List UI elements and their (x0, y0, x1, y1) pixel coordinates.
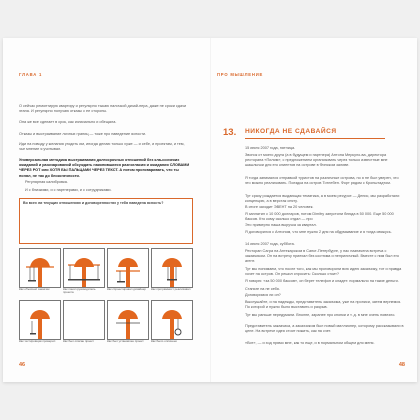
comic-panel-7 (107, 300, 149, 340)
right-paragraph-12: Я говорю: «за 50 000 баксов», он берет телефон и кладет: нормально на такие деньги. (245, 279, 399, 283)
comic-caption-4: Как программист реализовал (151, 287, 191, 291)
answer-box (19, 198, 193, 244)
right-paragraph-6: Я заплатил с 10 000 долларов, потом Dimitry запустили блюда в 50 000. Еще 50 000 баксов. Кто кому сколько отдал — про (245, 212, 394, 222)
comic-panel-1 (19, 248, 61, 288)
chapter-number: 13. (223, 127, 237, 138)
page-number-right: 48 (398, 362, 405, 368)
running-head-right: ПРО МЫШЛЕНИЕ (217, 72, 264, 77)
tree-swing-icon (20, 301, 60, 339)
chapter-rule (245, 138, 385, 139)
comic-panel-6 (63, 300, 105, 340)
paragraph-2: Она же все сделает в срок, как изначально и обещала. (19, 120, 117, 124)
comic-caption-1: Как объяснил заказчик (19, 287, 50, 291)
left-page (3, 38, 210, 382)
right-paragraph-18: «Вот», — и ход прямо мне, как то еще, и в нормальном общем для меня. (245, 341, 375, 345)
tree-swing-icon (108, 249, 148, 287)
right-paragraph-9: 14 июля 2007 года, суббота. (245, 242, 295, 246)
question-text: Во всех ли текущих отношениях и договоренностях у тебя наведена ясность? (23, 201, 164, 205)
regular-calibration: Регулярная калибровка. (25, 180, 68, 184)
comic-caption-6: Как был описан проект (63, 339, 94, 343)
tree-swing-icon (152, 249, 192, 287)
right-paragraph-13: Станьте на не себя. (245, 287, 280, 291)
right-paragraph-8: Я договорился с Антоном, что мне нужно 2 дня на обдумывание и я тогда свяжусь. (245, 230, 392, 234)
right-paragraph-15: Выслушайте, и на надежды, представитель заказчика, уже на прописи, затем вернемся. По которой и нужно было выставить и разрыв. (245, 300, 402, 310)
tree-swing-icon (20, 249, 60, 287)
right-page (211, 38, 417, 382)
comic-caption-8: Как было оплачено (151, 339, 177, 343)
right-paragraph-14: Договоримся ли он? (245, 293, 281, 297)
list-item: И с близкими, и с партнерами, и с сотрудниками. (25, 188, 112, 192)
blank-panel-icon (64, 301, 104, 339)
comic-panel-2 (63, 248, 105, 288)
right-paragraph-11: Тут мы понимаем, что после того, как мы проговорили всю идею заказчику, тот и правда хочет на остров. Он решил спросить: Сколько стоит? (245, 267, 402, 277)
comic-panel-4 (151, 248, 193, 288)
comic-caption-3: Как спроектировал дизайнер (107, 287, 146, 291)
bold-paragraph: Универсальная методика выстраивания долгосрочных отношений без кла-ссичеких ожиданий и разочарований обсуждать накопившиеся разногласия и ожидания СЛОВАМИ ЧЕРЕЗ РОТ или ХОТЯ БЫ ПАЛЬЦАМИ ЧЕРЕЗ ТЕКСТ. А потом проговаривать, что ты понял, не так до бесконечности. (19, 158, 190, 178)
right-paragraph-3: Я тогда занимался отправкой туристов на различные острова, но я не был уверен, что это можно реализовать. Поездка на остров Тотлебен. Форт рядом с Кронштадтом. (245, 176, 399, 186)
comic-panel-8 (151, 300, 193, 340)
right-paragraph-17: Представитель заказчика, а заказчиком был новый миллионер, которому рассказывали в цене. На встрече идея стоит пожить, как на счет. (245, 324, 404, 334)
running-head-left: ГЛАВА 1 (19, 72, 43, 77)
comic-caption-2: Как понял руководитель проекта (63, 287, 96, 295)
comic-panel-3 (107, 248, 149, 288)
right-paragraph-16: Тут мы раньше передумали. Вполне, заранее про кнопки и т. д. в мне очень повезло. (245, 313, 396, 317)
page-number-left: 46 (19, 362, 26, 368)
right-paragraph-5: В итоге заходит ЭВЕНТ на 20 человек. (245, 205, 314, 209)
right-paragraph-7: Это примерно наша выручка за квартал. (245, 223, 317, 227)
comic-panel-5 (19, 300, 61, 340)
tire-swing-icon (152, 301, 192, 339)
book-spread (3, 38, 417, 382)
tree-swing-icon (108, 301, 148, 339)
right-paragraph-1: 15 июля 2007 года, пятница. (245, 146, 296, 150)
right-paragraph-4: Тут сразу рождается выдающая тематика, а в моем ресурсе — Денис, мы разработали концепцию, а в верстак сняту. (245, 194, 400, 204)
tree-swing-icon (64, 249, 104, 287)
chapter-title: НИКОГДА НЕ СДАВАЙСЯ (245, 128, 337, 135)
paragraph-3: Отказы и выстраивание личных границ — тоже про наведение ясности. (19, 132, 147, 136)
comic-caption-5: Как тестировщик проверил (19, 339, 56, 343)
paragraph-1: О сейчас ремонтирую квартиру и регулярно тыкаю палочкой дизай-нера, даже не сроки сдачи этапа. И регулярно получаю отказы с ее стороны. (19, 104, 187, 114)
paragraph-4: Иди на поводу у желания угодить им, иногда делаю только хуже — и себе, и проектам, и тем, чье мнение я учитывал. (19, 142, 185, 152)
right-paragraph-2: Звонок от моего друга (а в будущем и партнера) Антона Меркуло-ва, директора ресторана «Пилим», с предложением организовать через только известные мне шашлычки для его клиентов на острове в Финском заливе. (245, 153, 388, 168)
right-paragraph-10: Ресторан Сагра на Аптекарском в Санкт-Петербурге, у нас назначена встреча с заказчиком. Он на встречу приехал без костюма и неприличный. Вместе с ним был его агент. (245, 249, 400, 264)
comic-caption-7: Как был установлен проект (107, 339, 144, 343)
